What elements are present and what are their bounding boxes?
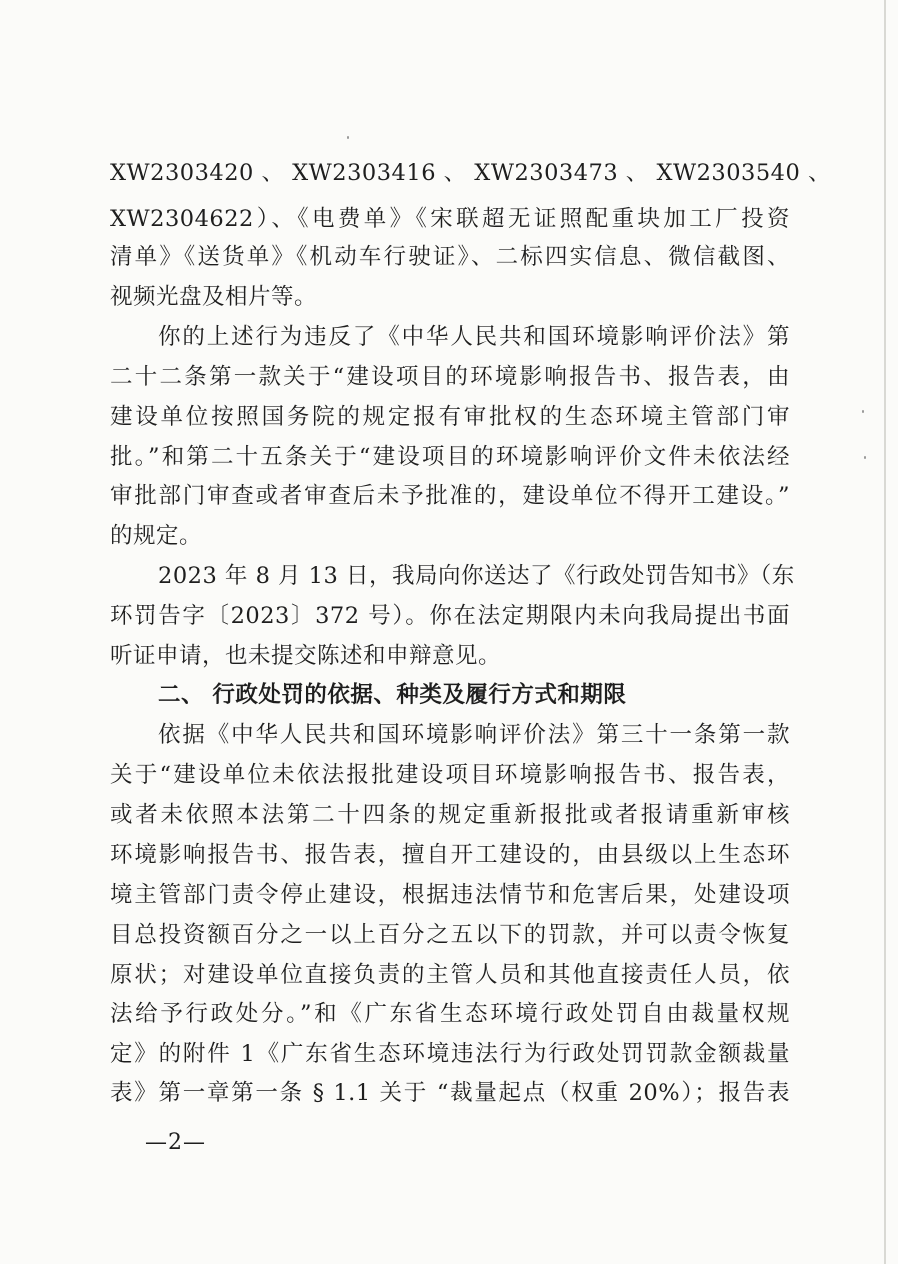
text-line: 表》第一章第一条 § 1.1 关于 “裁量起点（权重 20%）；报告表 <box>110 1080 790 1106</box>
text-line: XW2304622）、《电费单》《宋联超无证照配重块加工厂投资 <box>110 206 790 232</box>
text-line: 的规定。 <box>110 523 203 549</box>
paragraph-start-line: 你的上述行为违反了《中华人民共和国环境影响评价法》第 <box>158 324 790 350</box>
text-line: 二十二条第一款关于“建设项目的环境影响报告书、报告表，由 <box>110 364 790 390</box>
text-line: 定》的附件 1《广东省生态环境违法行为行政处罚罚款金额裁量 <box>110 1041 790 1067</box>
scan-edge-line <box>884 0 886 1264</box>
text-line: 环罚告字〔2023〕372 号）。你在法定期限内未向我局提出书面 <box>110 603 790 629</box>
text-line: 或者未依照本法第二十四条的规定重新报批或者报请重新审核 <box>110 802 790 828</box>
text-line: 原状；对建设单位直接负责的主管人员和其他直接责任人员，依 <box>110 962 790 988</box>
text-line: 环境影响报告书、报告表，擅自开工建设的，由县级以上生态环 <box>110 842 790 868</box>
text-line: 清单》《送货单》《机动车行驶证》、二标四实信息、微信截图、 <box>110 244 790 270</box>
scan-speck <box>347 136 349 139</box>
paragraph-start-line: 2023 年 8 月 13 日，我局向你送达了《行政处罚告知书》（东 <box>158 563 795 589</box>
text-line: 关于“建设单位未依法报批建设项目环境影响报告书、报告表， <box>110 762 790 788</box>
text-line: 视频光盘及相片等。 <box>110 284 318 310</box>
scan-speck <box>864 456 866 459</box>
text-line: 境主管部门责令停止建设，根据违法情节和危害后果，处建设项 <box>110 882 790 908</box>
text-line: 听证申请，也未提交陈述和申辩意见。 <box>110 643 502 669</box>
page-number: —2— <box>145 1130 206 1155</box>
text-line: 建设单位按照国务院的规定报有审批权的生态环境主管部门审 <box>110 404 790 430</box>
section-heading: 二、 行政处罚的依据、种类及履行方式和期限 <box>158 682 627 708</box>
paragraph-start-line: 依据《中华人民共和国环境影响评价法》第三十一条第一款 <box>158 722 790 748</box>
text-line: 目总投资额百分之一以上百分之五以下的罚款，并可以责令恢复 <box>110 922 790 948</box>
text-line: 审批部门审查或者审查后未予批准的，建设单位不得开工建设。” <box>110 483 790 509</box>
text-line: XW2303420 、 XW2303416 、 XW2303473 、 XW2303540 、 <box>110 160 831 186</box>
text-line: 法给予行政处分。”和《广东省生态环境行政处罚自由裁量权规 <box>110 1001 790 1027</box>
scan-speck <box>862 410 864 413</box>
text-line: 批。”和第二十五条关于“建设项目的环境影响评价文件未依法经 <box>110 444 790 470</box>
